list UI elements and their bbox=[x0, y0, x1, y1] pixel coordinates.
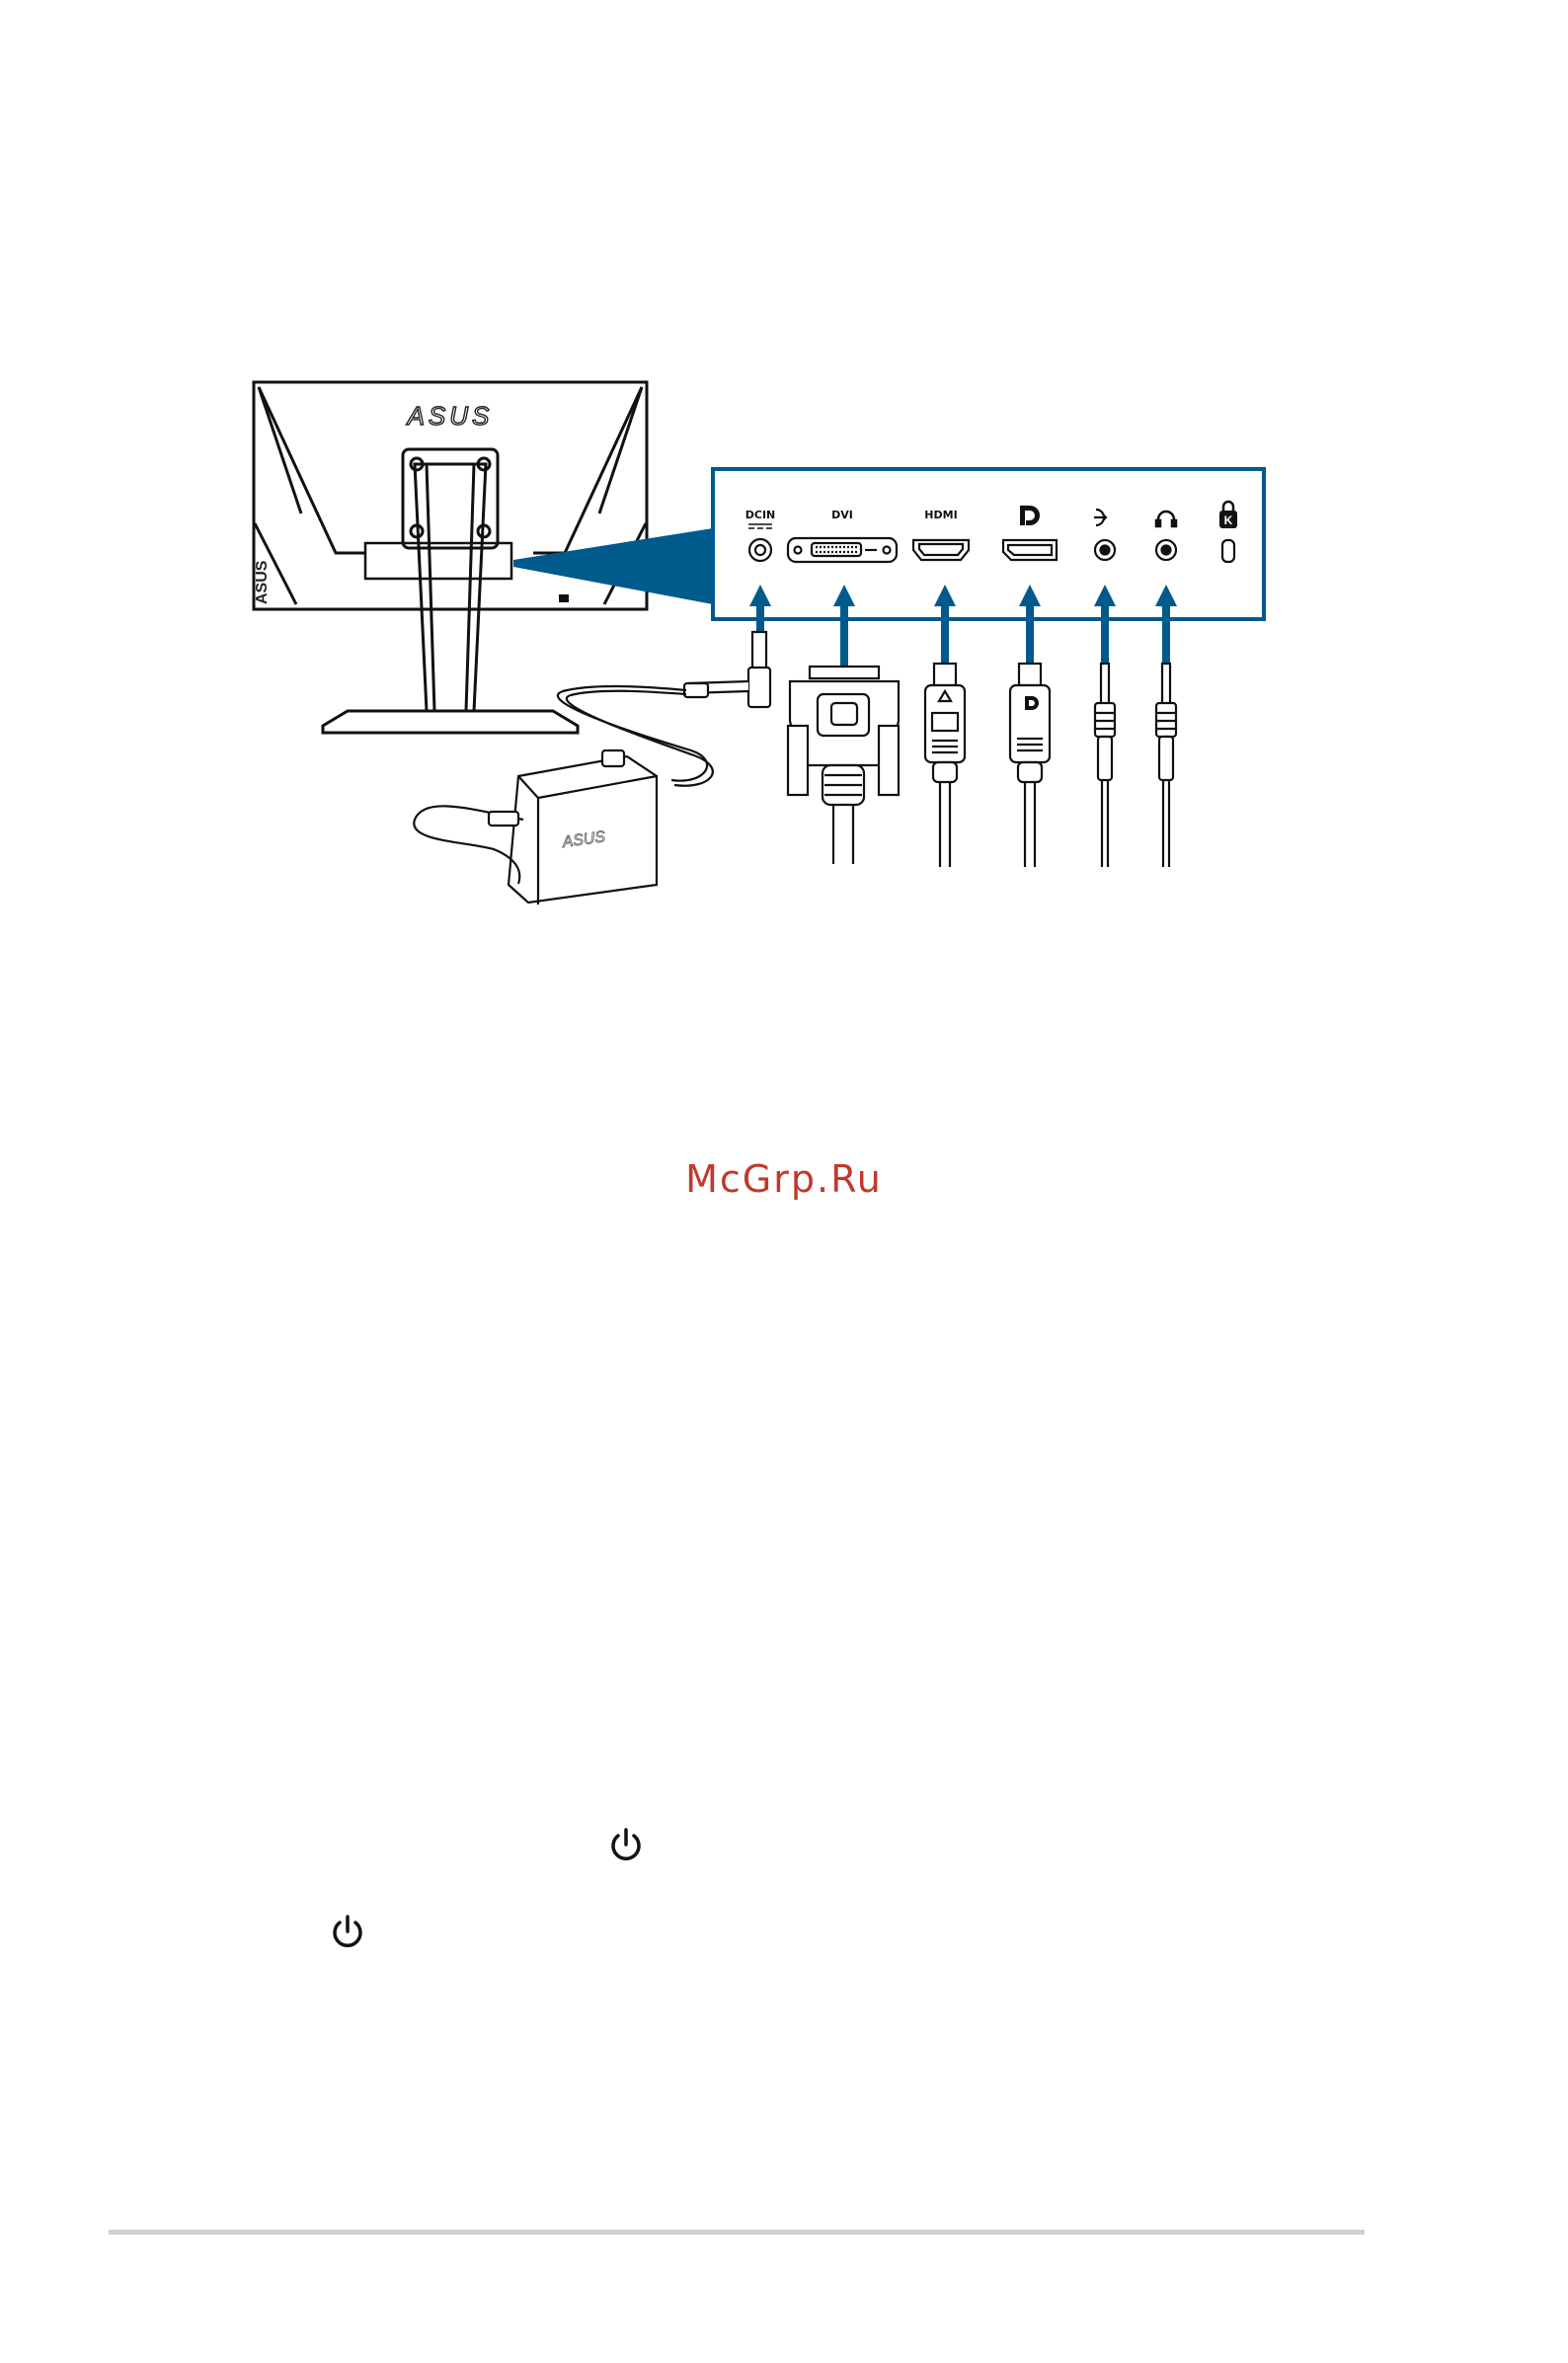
port-panel bbox=[713, 469, 1264, 619]
rear-panel-connection-diagram bbox=[0, 0, 1568, 987]
headphone-cable-plug bbox=[1156, 664, 1176, 867]
power-adapter bbox=[414, 750, 657, 905]
dcin-label: DCIN bbox=[745, 509, 776, 521]
hdmi-cable-plug bbox=[925, 664, 965, 867]
callout-wedge bbox=[513, 528, 713, 604]
svg-text:K: K bbox=[1223, 513, 1233, 527]
monitor-brand-logo: ASUS bbox=[407, 401, 494, 431]
adapter-brand-logo: ASUS bbox=[561, 828, 607, 851]
dvi-label: DVI bbox=[831, 509, 853, 521]
dvi-cable-plug bbox=[788, 667, 899, 864]
footer-divider bbox=[109, 2230, 1365, 2235]
watermark-text: McGrp.Ru bbox=[685, 1157, 883, 1201]
power-icon bbox=[606, 1826, 646, 1865]
displayport-cable-plug bbox=[1010, 664, 1050, 867]
power-icon bbox=[328, 1913, 367, 1952]
audio-cable-plug bbox=[1095, 664, 1115, 867]
monitor-side-logo: ASUS bbox=[254, 560, 271, 604]
hdmi-label: HDMI bbox=[924, 509, 958, 521]
